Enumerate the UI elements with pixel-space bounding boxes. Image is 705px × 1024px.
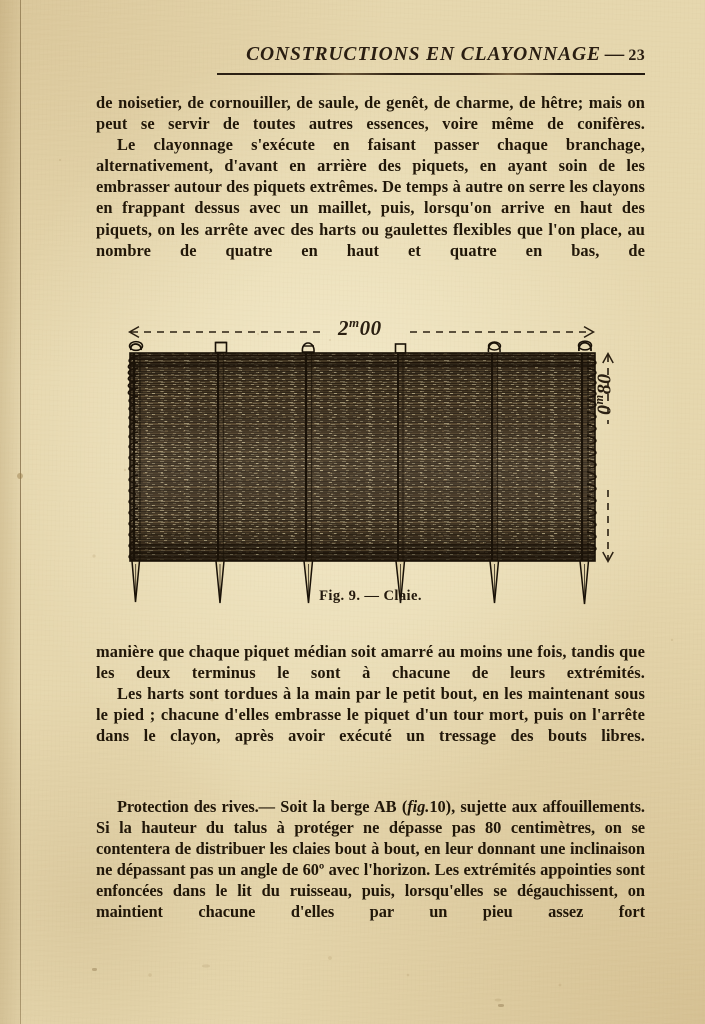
paragraph-protection-des-rives	[96, 796, 645, 923]
page-gutter-line	[20, 0, 21, 1024]
gutter-blemish	[17, 473, 23, 479]
running-header	[96, 44, 645, 66]
paper-blemish	[498, 1004, 504, 1007]
figure-claie	[110, 312, 630, 612]
paragraph: Le clayonnage s'exécute en faisant passer chaque branchage, alternativement, d'avant en arrière des piquets, en ayant soin de les embrasser autour des piquets extrêmes. De temps à autre on serre les clayons en frappant dessus avec un maillet, puis, lorsqu'on arrive en haut des piquets, on les arrête avec des harts ou gaulettes flexibles que l'on place, au nombre de quatre en haut et quatre en bas, de	[96, 135, 645, 260]
width-value: 2	[338, 316, 349, 340]
height-decimals: 80	[593, 373, 616, 395]
figure-reference-number: 10	[429, 797, 446, 816]
body-text-block-lower	[96, 796, 645, 923]
paragraph: manière que chaque piquet médian soit amarré au moins une fois, tandis que les deux terminus le sont à chacune de leurs extrémités.	[96, 642, 645, 683]
width-unit: m	[349, 315, 360, 330]
paragraph: de noisetier, de cornouiller, de saule, de genêt, de charme, de hêtre; mais on peut se servir de toutes autres essences, voire même de conifères.	[96, 93, 645, 134]
header-separator: —	[604, 44, 625, 65]
height-value: 0	[593, 404, 616, 415]
body-text-block-upper	[96, 92, 645, 261]
claie-illustration	[110, 312, 630, 612]
paragraph: Les harts sont tordues à la main par le petit bout, en les maintenant sous le pied ; chacune d'elles embrasse le piquet d'un tour mort, puis on l'arrête dans le clayon, après avoir exécuté un tressage des bouts libres.	[96, 684, 645, 746]
height-dimension-label	[592, 373, 617, 415]
width-dimension-label	[338, 315, 382, 341]
figure-caption: Fig. 9. — Claie.	[319, 588, 422, 604]
paper-blemish	[92, 968, 97, 971]
height-unit: m	[592, 394, 606, 405]
page-gutter-shadow	[0, 0, 21, 1024]
header-title: CONSTRUCTIONS EN CLAYONNAGE	[246, 44, 601, 65]
page-number: 23	[628, 47, 645, 64]
figure-reference: fig.	[407, 797, 430, 816]
section-heading: Protection des rives.	[117, 797, 259, 816]
paragraph-lead: — Soit la berge AB (	[258, 797, 408, 816]
width-decimals: 00	[359, 316, 382, 340]
header-rule-line	[217, 73, 645, 75]
wattle-panel	[130, 353, 595, 561]
body-text-block-middle	[96, 641, 645, 746]
paragraph-body: ), sujette aux affouillements. Si la hauteur du talus à protéger ne dépasse pas 80 centimètres, on se contentera de distribuer les claies bout à bout, en leur donnant une inclinaison ne dépassant pas un angle de 60º avec l'horizon. Les extrémités appointies sont enfoncées dans le lit du ruisseau, puis, lorsqu'elles se dégauchissent, on maintient chacune d'elles par un pieu assez fort	[96, 797, 645, 922]
